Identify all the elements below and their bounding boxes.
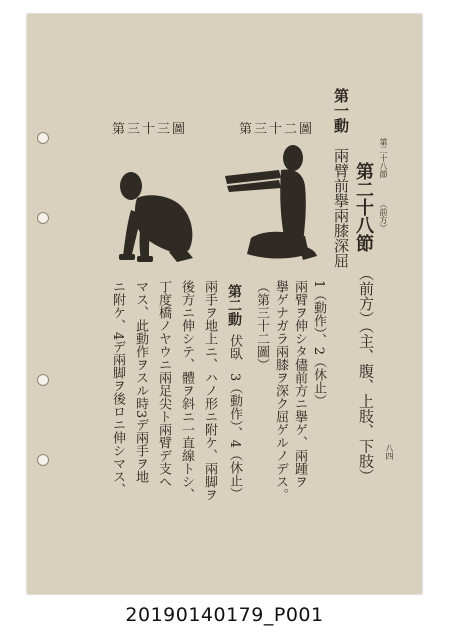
movement-1-title: 第一動 [332, 88, 350, 133]
image-caption: 20190140179_P001 [125, 604, 324, 626]
page-number: 八四 [385, 444, 394, 460]
movement-1-name: 兩臂前擧兩膝深屈 [332, 148, 350, 268]
body-line: 丁度橋ノヤウニ兩足尖ト兩臂デ支ヘ [156, 280, 171, 488]
body-line: 兩臂ヲ伸シタ儘前方ニ擧ゲ、兩踵ヲ [292, 280, 307, 488]
body-line: 1（動作）、2（休止） [311, 280, 326, 408]
body-line: 後方ニ伸シテ、體ヲ斜ニ一直線トシ、 [179, 280, 194, 501]
figure-33-label: 第三十三圖 [112, 122, 188, 137]
binding-hole [37, 132, 49, 144]
body-line: 伏臥 3（動作）、4（休止） [227, 334, 242, 501]
figure-32-label: 第三十二圖 [239, 122, 315, 137]
document-page [27, 14, 422, 594]
body-line: 擧ゲナガラ兩膝ヲ深ク屈ゲルノデス。 [273, 280, 288, 501]
binding-hole [37, 454, 49, 466]
figure-33-illustration [111, 148, 201, 266]
movement-2-title: 第二動 [226, 284, 242, 326]
section-title: 第二十八節 [353, 162, 374, 252]
body-line: マス、此動作ヲスル時3デ兩手ヲ地 [133, 280, 148, 484]
running-header: 第二十八節 [379, 138, 388, 178]
running-header-sub: （前方） [379, 200, 388, 232]
figure-32-illustration [223, 142, 333, 268]
binding-hole [37, 212, 49, 224]
body-line: 兩手ヲ地上ニ、ハノ形ニ附ケ、兩脚ヲ [202, 280, 217, 501]
body-line: ニ附ケ、4デ兩脚ヲ後ロニ伸シマス、 [110, 280, 125, 497]
figure-reference: （第三十二圖） [254, 280, 269, 371]
binding-hole [37, 374, 49, 386]
section-subtitle: （前方）（主、腹、上肢、下肢） [357, 266, 375, 484]
